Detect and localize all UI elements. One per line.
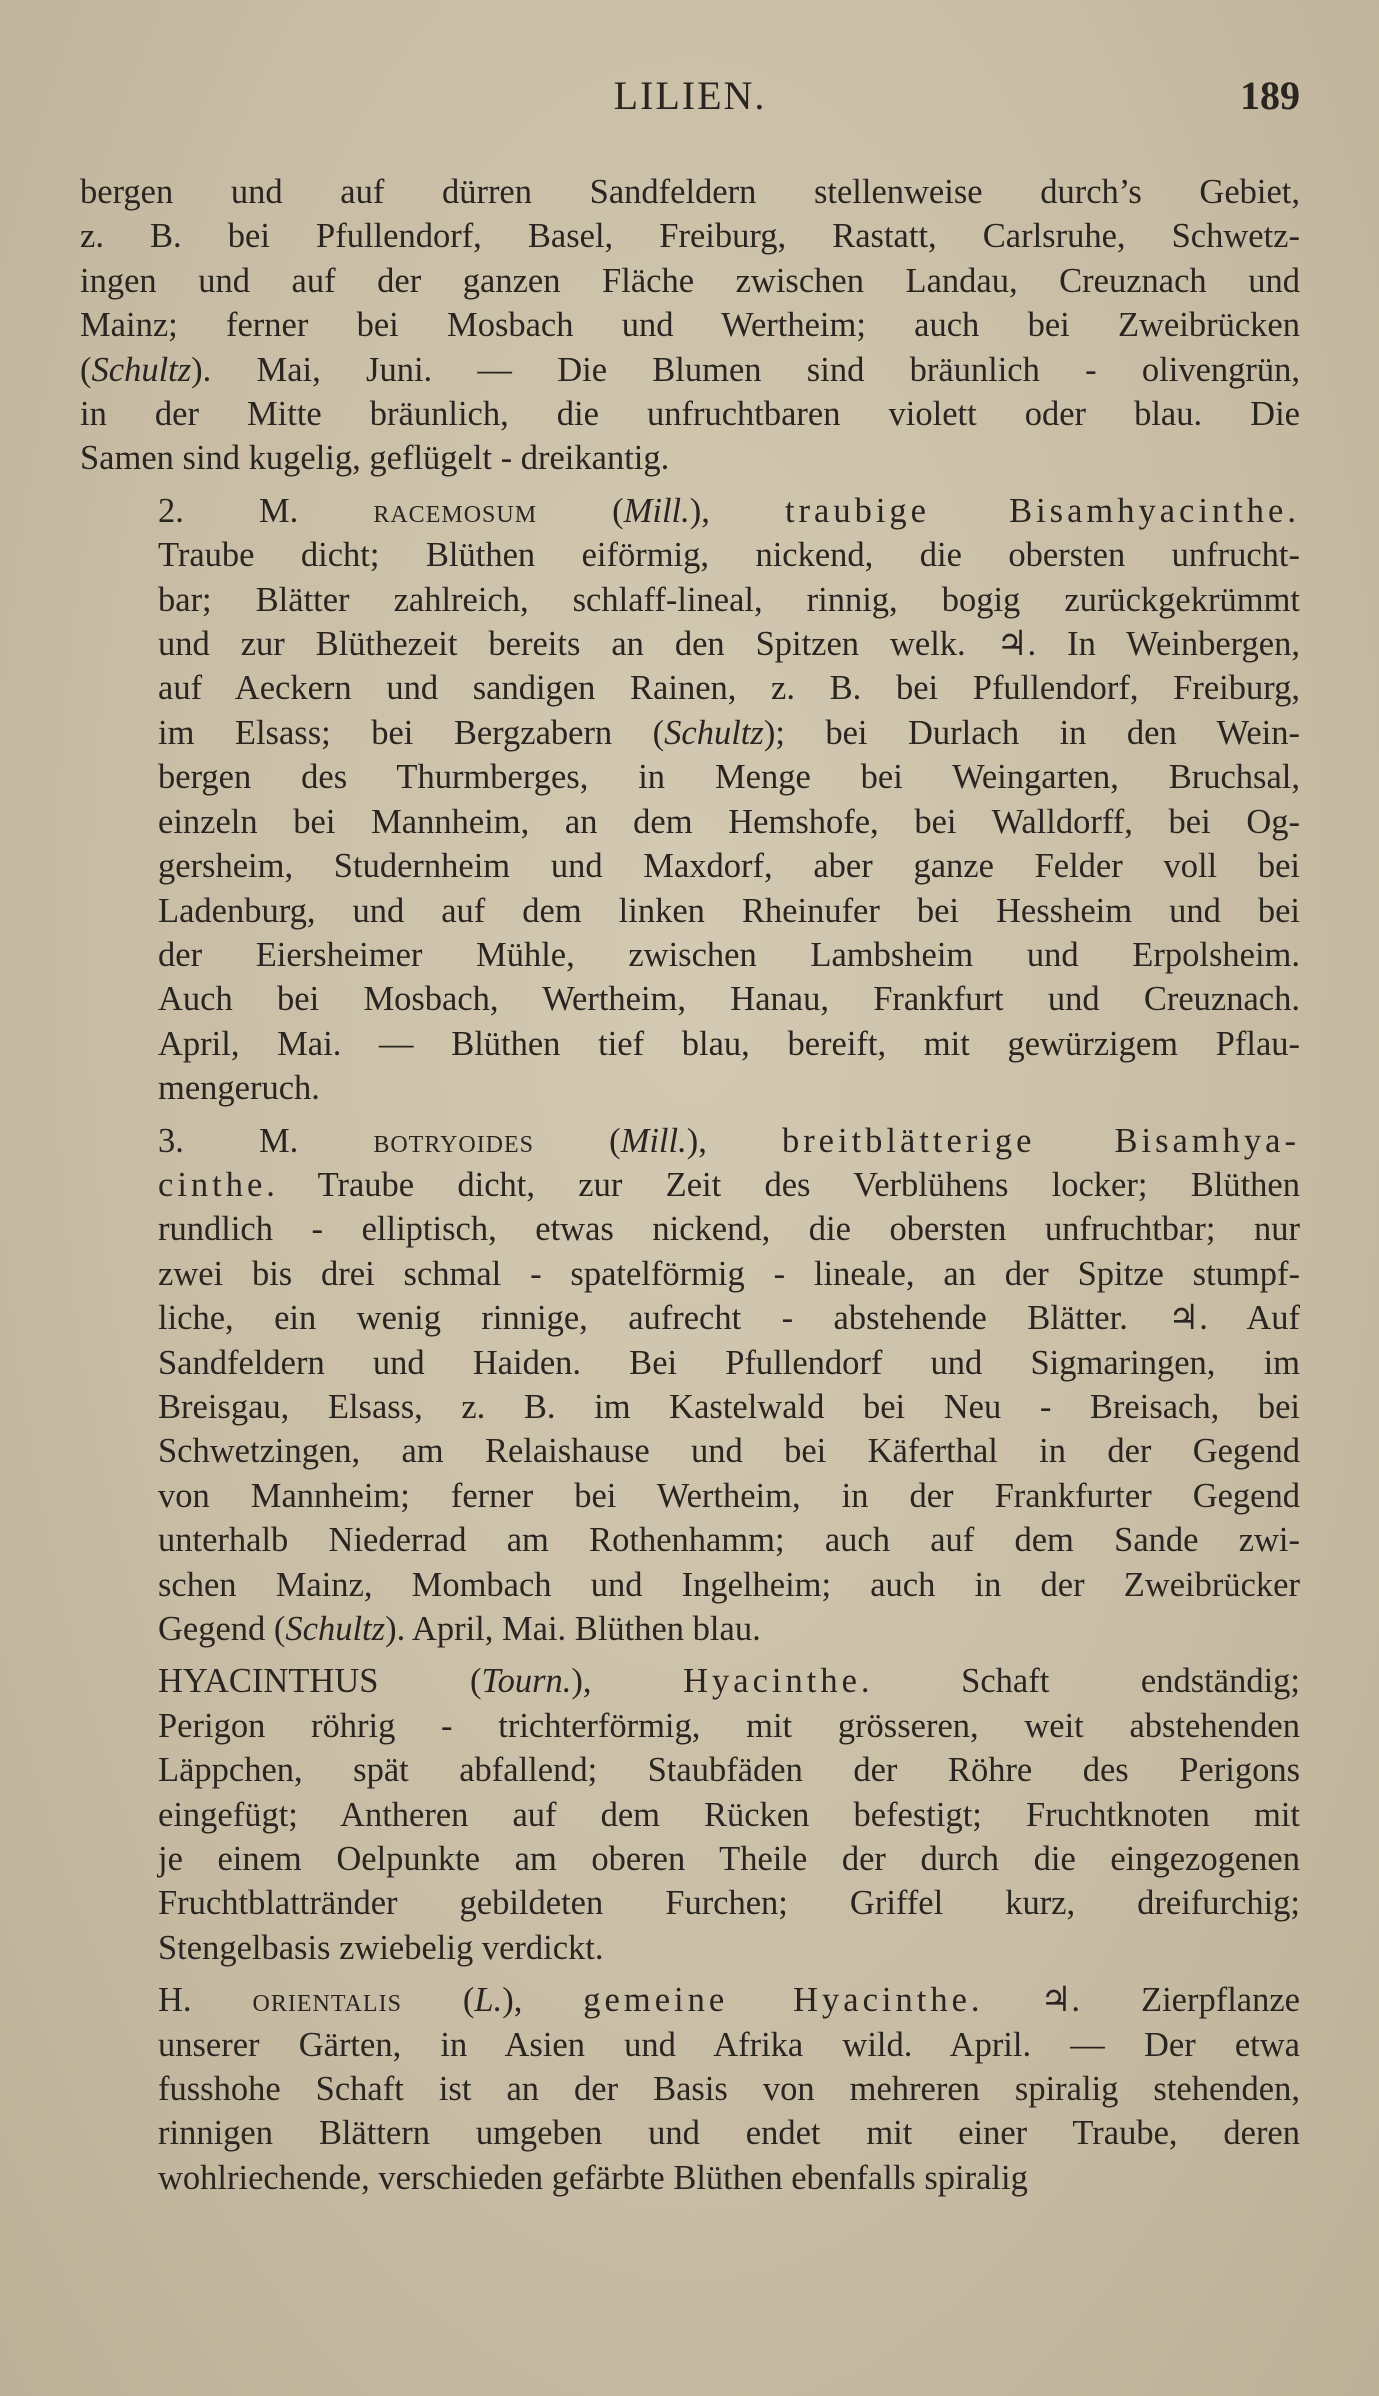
text-run: Auch bei Mosbach, Wertheim, Hanau, Frankfurt und Creuznach. bbox=[158, 980, 1300, 1019]
text-line bbox=[80, 392, 1300, 436]
page-header bbox=[80, 72, 1300, 132]
text-run: Stengelbasis zwiebelig verdickt. bbox=[158, 1928, 604, 1967]
text-line bbox=[80, 533, 1300, 577]
text-run: ), bbox=[689, 491, 785, 530]
text-line bbox=[80, 2156, 1300, 2200]
paragraph bbox=[80, 1659, 1300, 1970]
text-run: der Eiersheimer Mühle, zwischen Lambsheim und Erpolsheim. bbox=[158, 935, 1300, 974]
text-line bbox=[80, 436, 1300, 480]
text-run: botryoides bbox=[373, 1121, 535, 1160]
text-run: unserer Gärten, in Asien und Afrika wild. April. — Der etwa bbox=[158, 2025, 1300, 2064]
text-run: Gegend ( bbox=[158, 1610, 286, 1648]
text-run: ), bbox=[502, 1981, 584, 2020]
text-run: fusshohe Schaft ist an der Basis von mehreren spiralig stehenden, bbox=[158, 2070, 1300, 2109]
text-line bbox=[80, 348, 1300, 392]
paragraph bbox=[80, 1119, 1300, 1652]
text-run: ), bbox=[571, 1662, 684, 1701]
text-run: Breisgau, Elsass, z. B. im Kastelwald bei Neu - Breisach, bei bbox=[158, 1387, 1300, 1426]
text-run: rundlich - elliptisch, etwas nickend, die obersten unfruchtbar; nur bbox=[158, 1210, 1300, 1249]
text-run: bar; Blätter zahlreich, schlaff-lineal, rinnig, bogig zurückgekrümmt bbox=[158, 580, 1300, 619]
text-line bbox=[80, 489, 1300, 533]
text-run: ( bbox=[401, 1981, 475, 2020]
text-run: Läppchen, spät abfallend; Staubfäden der Röhre des Perigons bbox=[158, 1751, 1300, 1790]
text-run: ( bbox=[534, 1121, 621, 1160]
text-line bbox=[80, 1296, 1300, 1340]
text-line bbox=[80, 1881, 1300, 1925]
text-run: ), bbox=[686, 1121, 782, 1160]
text-run: mengeruch. bbox=[158, 1069, 320, 1108]
paragraph bbox=[80, 1978, 1300, 2200]
text-run: ); bei Durlach in den Wein- bbox=[763, 713, 1300, 752]
text-run: bergen des Thurmberges, in Menge bei Weingarten, Bruchsal, bbox=[158, 758, 1300, 797]
text-run: Schultz bbox=[285, 1610, 386, 1648]
text-line bbox=[80, 1563, 1300, 1607]
text-line bbox=[80, 844, 1300, 888]
text-line bbox=[80, 711, 1300, 755]
text-run: eingefügt; Antheren auf dem Rücken befestigt; Fruchtknoten mit bbox=[158, 1795, 1300, 1834]
paragraph bbox=[80, 170, 1300, 481]
paragraph bbox=[80, 489, 1300, 1111]
text-line bbox=[80, 2111, 1300, 2155]
text-line bbox=[80, 933, 1300, 977]
text-line bbox=[80, 1429, 1300, 1473]
text-line bbox=[80, 1119, 1300, 1163]
text-line bbox=[80, 1066, 1300, 1110]
text-run: ( bbox=[80, 350, 92, 389]
text-run: zwei bis drei schmal - spatelförmig - lineale, an der Spitze stumpf- bbox=[158, 1254, 1300, 1293]
text-line bbox=[80, 1607, 1300, 1651]
body-text bbox=[80, 170, 1300, 2208]
text-line bbox=[80, 2067, 1300, 2111]
text-line bbox=[80, 259, 1300, 303]
text-run: Samen sind kugelig, geflügelt - dreikantig. bbox=[80, 439, 670, 478]
text-run: ( bbox=[537, 491, 624, 530]
text-run: gersheim, Studernheim und Maxdorf, aber ganze Felder voll bei bbox=[158, 847, 1300, 886]
page-number: 189 bbox=[1240, 73, 1300, 118]
text-run: H. bbox=[158, 1981, 253, 2020]
text-run: gemeine Hyacinthe bbox=[583, 1981, 971, 2020]
text-line bbox=[80, 755, 1300, 799]
text-line bbox=[80, 1022, 1300, 1066]
text-line bbox=[80, 1704, 1300, 1748]
text-run: Schwetzingen, am Relaishause und bei Käferthal in der Gegend bbox=[158, 1432, 1300, 1471]
text-run: Schultz bbox=[664, 713, 764, 752]
text-line bbox=[80, 1978, 1300, 2022]
text-run: Sandfeldern und Haiden. Bei Pfullendorf und Sigmaringen, im bbox=[158, 1343, 1300, 1382]
text-run: . Schaft endständig; bbox=[860, 1662, 1300, 1701]
text-run: Perigon röhrig - trichterförmig, mit grösseren, weit abstehenden bbox=[158, 1706, 1300, 1745]
text-run: ). April, Mai. Blüthen blau. bbox=[385, 1610, 761, 1648]
text-line bbox=[80, 303, 1300, 347]
text-run: L. bbox=[474, 1981, 503, 2020]
text-run: 2. M. bbox=[158, 491, 374, 530]
text-line bbox=[80, 1926, 1300, 1970]
text-line bbox=[80, 666, 1300, 710]
text-line bbox=[80, 1341, 1300, 1385]
text-run: z. B. bei Pfullendorf, Basel, Freiburg, Rastatt, Carlsruhe, Schwetz- bbox=[80, 217, 1300, 256]
text-run: ingen und auf der ganzen Fläche zwischen Landau, Creuznach und bbox=[80, 261, 1300, 300]
text-run: Mill. bbox=[623, 491, 690, 530]
text-line bbox=[80, 977, 1300, 1021]
text-run: und zur Blüthezeit bereits an den Spitzen welk. ♃. In Weinbergen, bbox=[158, 625, 1300, 664]
text-run: unterhalb Niederrad am Rothenhamm; auch auf dem Sande zwi- bbox=[158, 1521, 1300, 1560]
text-run: Schultz bbox=[91, 350, 192, 389]
text-run: bergen und auf dürren Sandfeldern stellenweise durch’s Gebiet, bbox=[80, 173, 1300, 211]
text-line bbox=[80, 1474, 1300, 1518]
text-run: einzeln bei Mannheim, an dem Hemshofe, bei Walldorff, bei Og- bbox=[158, 802, 1300, 841]
text-run: Ladenburg, und auf dem linken Rheinufer bei Hessheim und bei bbox=[158, 891, 1300, 930]
text-line bbox=[80, 1518, 1300, 1562]
text-line bbox=[80, 1252, 1300, 1296]
text-run: HYACINTHUS ( bbox=[158, 1662, 482, 1701]
text-run: . Traube dicht, zur Zeit des Verblühens locker; Blüthen bbox=[266, 1165, 1300, 1204]
text-run: auf Aeckern und sandigen Rainen, z. B. bei Pfullendorf, Freiburg, bbox=[158, 669, 1300, 708]
text-run: . ♃. Zierpflanze bbox=[970, 1981, 1300, 2020]
text-line bbox=[80, 889, 1300, 933]
text-line bbox=[80, 1659, 1300, 1703]
text-run: ). Mai, Juni. — Die Blumen sind bräunlich - olivengrün, bbox=[191, 350, 1300, 389]
text-run: 3. M. bbox=[158, 1121, 374, 1160]
text-line bbox=[80, 214, 1300, 258]
text-run: in der Mitte bräunlich, die unfruchtbaren violett oder blau. Die bbox=[80, 395, 1300, 434]
text-run: je einem Oelpunkte am oberen Theile der durch die eingezogenen bbox=[158, 1840, 1300, 1879]
text-line bbox=[80, 1207, 1300, 1251]
text-line bbox=[80, 1748, 1300, 1792]
text-line bbox=[80, 622, 1300, 666]
text-run: Traube dicht; Blüthen eiförmig, nickend, die obersten unfrucht- bbox=[158, 536, 1300, 575]
text-run: April, Mai. — Blüthen tief blau, bereift, mit gewürzigem Pflau- bbox=[158, 1024, 1300, 1063]
text-run: Fruchtblattränder gebildeten Furchen; Griffel kurz, dreifurchig; bbox=[158, 1884, 1300, 1923]
text-run: rinnigen Blättern umgeben und endet mit einer Traube, deren bbox=[158, 2114, 1300, 2153]
text-run: orientalis bbox=[252, 1981, 402, 2020]
text-line bbox=[80, 578, 1300, 622]
text-run: von Mannheim; ferner bei Wertheim, in der Frankfurter Gegend bbox=[158, 1476, 1300, 1515]
text-line bbox=[80, 2023, 1300, 2067]
text-line bbox=[80, 1385, 1300, 1429]
text-line bbox=[80, 170, 1300, 214]
text-run: im Elsass; bei Bergzabern ( bbox=[158, 713, 665, 752]
text-run: racemosum bbox=[373, 491, 538, 530]
text-run: Tourn. bbox=[481, 1662, 572, 1701]
text-line bbox=[80, 800, 1300, 844]
text-run: liche, ein wenig rinnige, aufrecht - abstehende Blätter. ♃. Auf bbox=[158, 1299, 1300, 1338]
text-run: Hyacinthe bbox=[683, 1662, 861, 1701]
text-run: cinthe bbox=[158, 1165, 267, 1204]
text-run: breitblätterige Bisamhya- bbox=[781, 1121, 1300, 1160]
running-title: LILIEN. bbox=[613, 73, 767, 118]
text-line bbox=[80, 1793, 1300, 1837]
text-run: schen Mainz, Mombach und Ingelheim; auch in der Zweibrücker bbox=[158, 1565, 1300, 1604]
text-line bbox=[80, 1837, 1300, 1881]
text-line bbox=[80, 1163, 1300, 1207]
text-run: traubige Bisamhyacinthe. bbox=[784, 491, 1300, 530]
text-run: wohlriechende, verschieden gefärbte Blüthen ebenfalls spiralig bbox=[158, 2158, 1028, 2197]
text-run: Mill. bbox=[620, 1121, 687, 1160]
text-run: Mainz; ferner bei Mosbach und Wertheim; auch bei Zweibrücken bbox=[80, 306, 1300, 345]
